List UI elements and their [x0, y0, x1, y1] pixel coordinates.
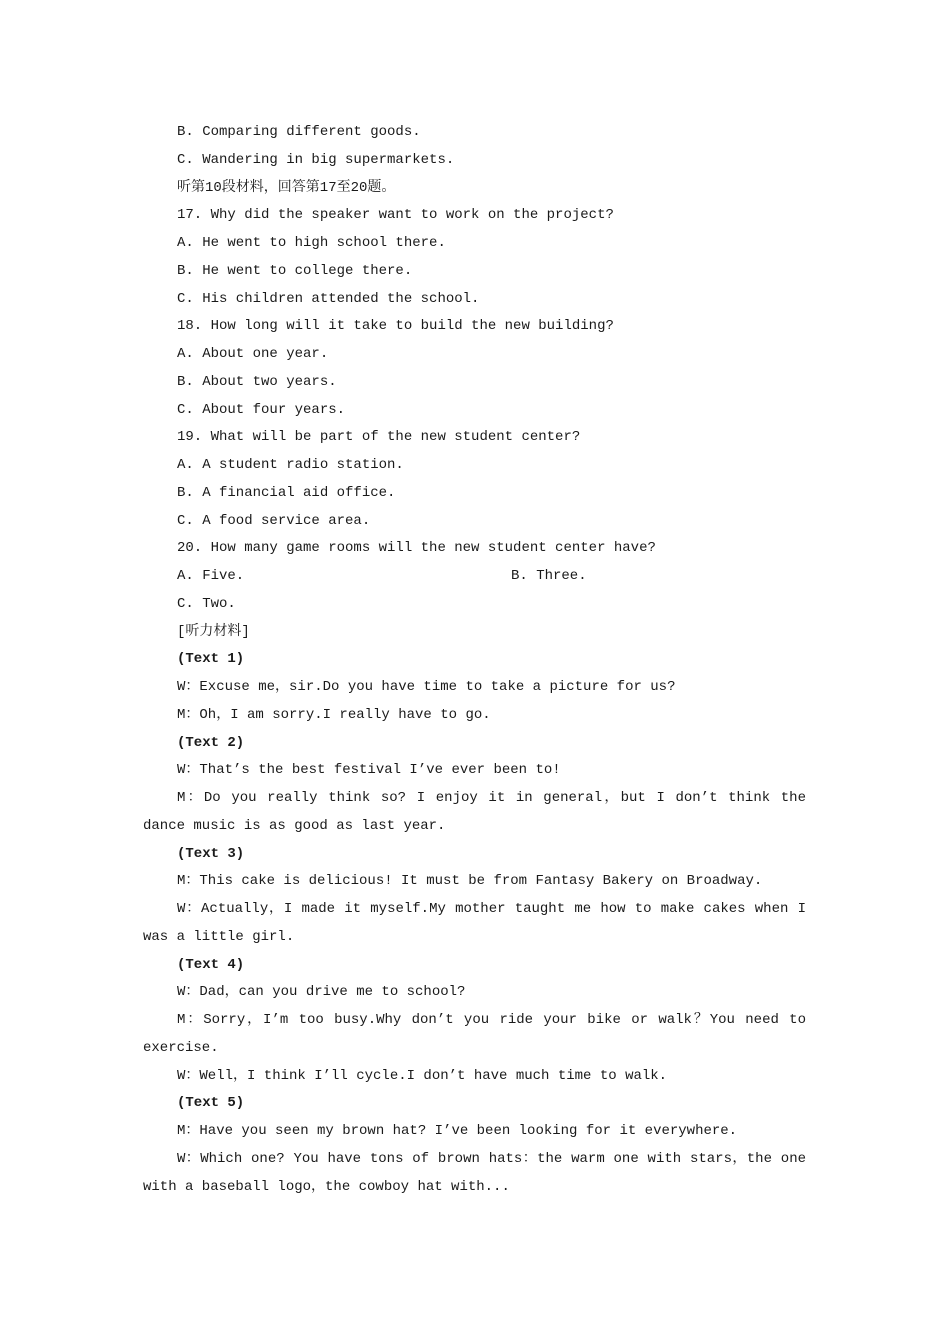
dialogue-line: M：Do you really think so? I enjoy it in general，but I don’t think the [177, 790, 806, 806]
option-20-a: A. Five. [177, 568, 245, 584]
dialogue-line-continued: was a little girl. [143, 928, 295, 945]
option-16-b: B. Comparing different goods. [177, 124, 421, 140]
transcript-heading: [听力材料] [177, 623, 250, 640]
question-17-stem: 17. Why did the speaker want to work on the project? [177, 207, 614, 224]
option-17-a: A. He went to high school there. [177, 235, 446, 251]
section-instruction: 听第10段材料，回答第17至20题。 [177, 179, 396, 196]
option-20-b: B. Three. [511, 568, 587, 584]
option-18-c: C. About four years. [177, 401, 346, 418]
option-20-c: C. Two. [177, 595, 236, 612]
question-18-stem: 18. How long will it take to build the new building? [177, 318, 614, 335]
text-3-title: (Text 3) [177, 845, 245, 862]
question-19-stem: 19. What will be part of the new student center? [177, 429, 581, 446]
option-18-a: A. About one year. [177, 346, 329, 362]
dialogue-line: M：Sorry，I’m too busy.Why don’t you ride your bike or walk？You need to [177, 1012, 806, 1028]
option-row-20-ab [143, 563, 806, 591]
text-2-title: (Text 2) [177, 734, 245, 751]
question-20-stem: 20. How many game rooms will the new student center have? [177, 540, 656, 557]
option-17-b: B. He went to college there. [177, 262, 413, 279]
option-16-c: C. Wandering in big supermarkets. [177, 151, 455, 168]
dialogue-line: W：Which one? You have tons of brown hats：the warm one with stars，the one [177, 1150, 806, 1167]
option-19-c: C. A food service area. [177, 512, 371, 529]
dialogue-line: W：Actually，I made it myself.My mother taught me how to make cakes when I [177, 901, 806, 917]
option-17-c: C. His children attended the school. [177, 290, 480, 307]
dialogue-line: W：Excuse me，sir.Do you have time to take a picture for us? [177, 679, 676, 695]
dialogue-line: M：Have you seen my brown hat? I’ve been looking for it everywhere. [177, 1123, 738, 1139]
dialogue-line: W：That’s the best festival I’ve ever been to! [177, 762, 561, 779]
text-5-title: (Text 5) [177, 1095, 245, 1112]
dialogue-line-continued: dance music is as good as last year. [143, 817, 446, 834]
option-18-b: B. About two years. [177, 373, 337, 390]
dialogue-line: M：This cake is delicious! It must be from Fantasy Bakery on Broadway. [177, 873, 763, 890]
option-19-a: A. A student radio station. [177, 457, 404, 473]
dialogue-line-continued: with a baseball logo，the cowboy hat with... [143, 1178, 510, 1195]
document-page [143, 119, 806, 1201]
text-1-title: (Text 1) [177, 651, 245, 668]
option-19-b: B. A financial aid office. [177, 484, 396, 501]
dialogue-line: W：Dad，can you drive me to school? [177, 984, 466, 1001]
text-4-title: (Text 4) [177, 956, 245, 973]
dialogue-line: M：Oh，I am sorry.I really have to go. [177, 706, 491, 723]
dialogue-line: W：Well，I think I’ll cycle.I don’t have much time to walk. [177, 1067, 668, 1084]
dialogue-line-continued: exercise. [143, 1039, 219, 1056]
